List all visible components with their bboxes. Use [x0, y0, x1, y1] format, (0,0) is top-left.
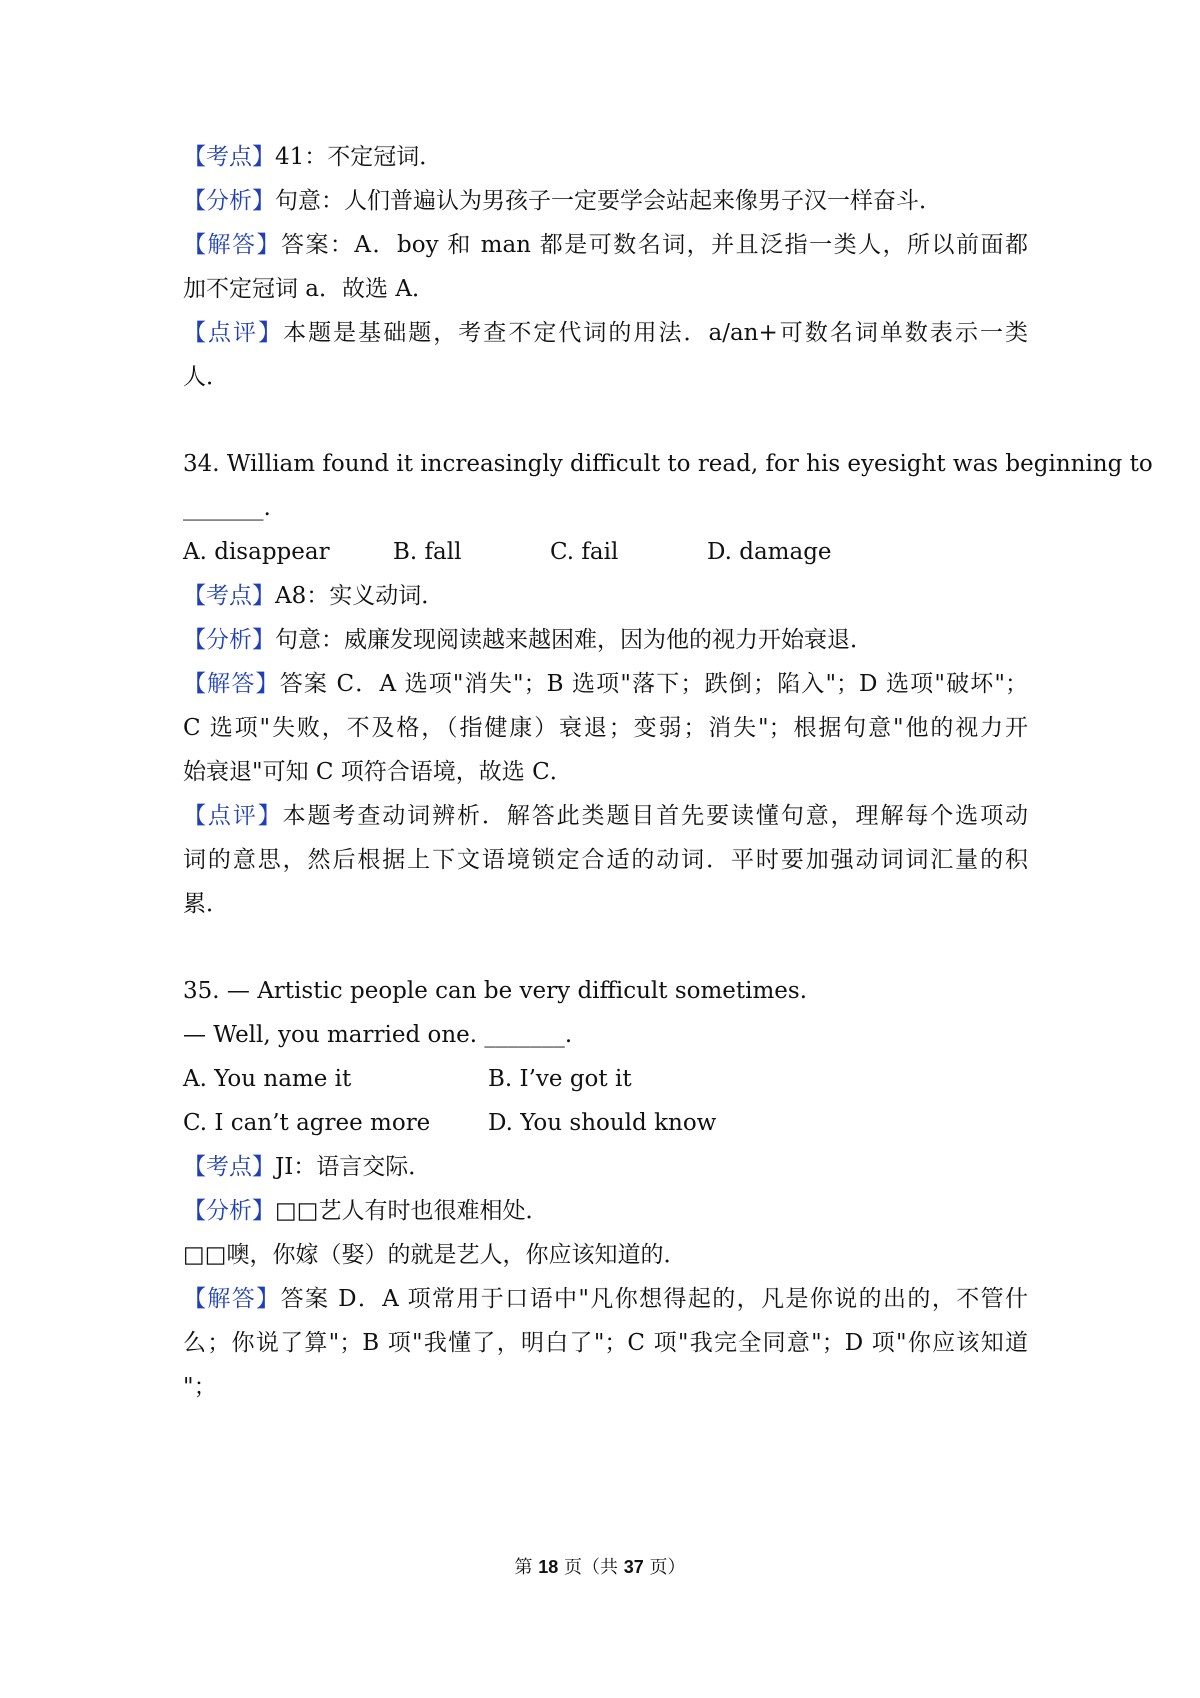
q33-jieda-line1: [183, 228, 1028, 262]
q35-fenxi-line1: [183, 1194, 1028, 1228]
q35-fenxi-text1: □□艺人有时也很难相处．: [275, 1198, 549, 1224]
q34-dianping-line3: 累．: [183, 891, 229, 917]
label-fenxi: 【分析】: [183, 188, 275, 214]
q34-option-d: D. damage: [707, 539, 832, 565]
q34-dianping-line1: [183, 799, 1028, 833]
q34-jieda-line2: C 选项"失败，不及格，（指健康）衰退；变弱；消失"；根据句意"他的视力开: [183, 715, 1028, 741]
footer-mid: 页（共: [564, 1557, 618, 1578]
q33-jieda-line2: 加不定冠词 a．故选 A．: [183, 276, 435, 302]
q33-dianping-line1: [183, 316, 1028, 350]
label-kaodian: 【考点】: [183, 1154, 275, 1180]
q34-jieda-text1: 答案 C．A 选项"消失"；B 选项"落下；跌倒；陷入"；D 选项"破坏"；: [279, 671, 1028, 697]
label-jieda: 【解答】: [183, 671, 280, 697]
label-kaodian: 【考点】: [183, 583, 275, 609]
q35-kaodian: [183, 1150, 1028, 1184]
q35-stem-line2: — Well, you married one. _______.: [183, 1022, 573, 1048]
q35-jieda-line3: "；: [183, 1374, 217, 1400]
q34-kaodian-text: A8：实义动词．: [275, 583, 445, 609]
q35-kaodian-text: JI：语言交际．: [275, 1154, 432, 1180]
label-fenxi: 【分析】: [183, 1198, 275, 1224]
footer-suffix: 页）: [649, 1557, 686, 1578]
q35-option-a: A. You name it: [183, 1066, 352, 1092]
q35-jieda-line1: [183, 1282, 1028, 1316]
q34-option-c: C. fail: [550, 539, 619, 565]
q34-fenxi: [183, 623, 1028, 657]
q34-stem-line1: 34. William found it increasingly difficult to read, for his eyesight was beginning to: [183, 451, 1153, 477]
label-dianping: 【点评】: [183, 803, 283, 829]
q34-jieda-line3: 始衰退"可知 C 项符合语境，故选 C．: [183, 759, 573, 785]
q35-option-d: D. You should know: [488, 1110, 717, 1136]
footer-prefix: 第: [514, 1557, 533, 1578]
q34-dianping-line2: 词的意思，然后根据上下文语境锁定合适的动词．平时要加强动词词汇量的积: [183, 847, 1028, 873]
q35-option-c: C. I can’t agree more: [183, 1110, 431, 1136]
label-jieda: 【解答】: [183, 232, 281, 258]
q33-dianping-line2: 人．: [183, 364, 229, 390]
page-footer: [0, 1554, 1200, 1581]
q33-jieda-text1: 答案：A．boy 和 man 都是可数名词，并且泛指一类人，所以前面都: [280, 232, 1028, 258]
q35-option-b: B. I’ve got it: [488, 1066, 632, 1092]
q33-kaodian-text: 41：不定冠词．: [275, 144, 443, 170]
q34-option-b: B. fall: [393, 539, 462, 565]
q34-kaodian: [183, 579, 1028, 613]
q35-fenxi-line2: □□噢，你嫁（娶）的就是艺人，你应该知道的．: [183, 1242, 687, 1268]
q34-option-a: A. disappear: [183, 539, 330, 565]
q35-jieda-line2: 么；你说了算"；B 项"我懂了，明白了"；C 项"我完全同意"；D 项"你应该知道: [183, 1330, 1028, 1356]
label-kaodian: 【考点】: [183, 144, 275, 170]
label-jieda: 【解答】: [183, 1286, 281, 1312]
q33-dianping-text1: 本题是基础题，考查不定代词的用法．a/an+可数名词单数表示一类: [283, 320, 1029, 346]
footer-total-pages: 37: [623, 1557, 644, 1577]
label-fenxi: 【分析】: [183, 627, 275, 653]
q33-fenxi: [183, 184, 1028, 218]
q33-kaodian: [183, 140, 1028, 174]
q33-fenxi-text: 句意：人们普遍认为男孩子一定要学会站起来像男子汉一样奋斗．: [275, 188, 942, 214]
q34-stem-line2: _______.: [183, 495, 271, 521]
label-dianping: 【点评】: [183, 320, 284, 346]
q35-stem-line1: 35. — Artistic people can be very difficult sometimes.: [183, 978, 808, 1004]
q34-fenxi-text: 句意：威廉发现阅读越来越困难，因为他的视力开始衰退．: [275, 627, 873, 653]
q34-jieda-line1: [183, 667, 1028, 701]
q34-dianping-text1: 本题考查动词辨析．解答此类题目首先要读懂句意，理解每个选项动: [282, 803, 1029, 829]
q35-jieda-text1: 答案 D．A 项常用于口语中"凡你想得起的，凡是你说的出的，不管什: [280, 1286, 1028, 1312]
footer-page-number: 18: [538, 1557, 559, 1577]
